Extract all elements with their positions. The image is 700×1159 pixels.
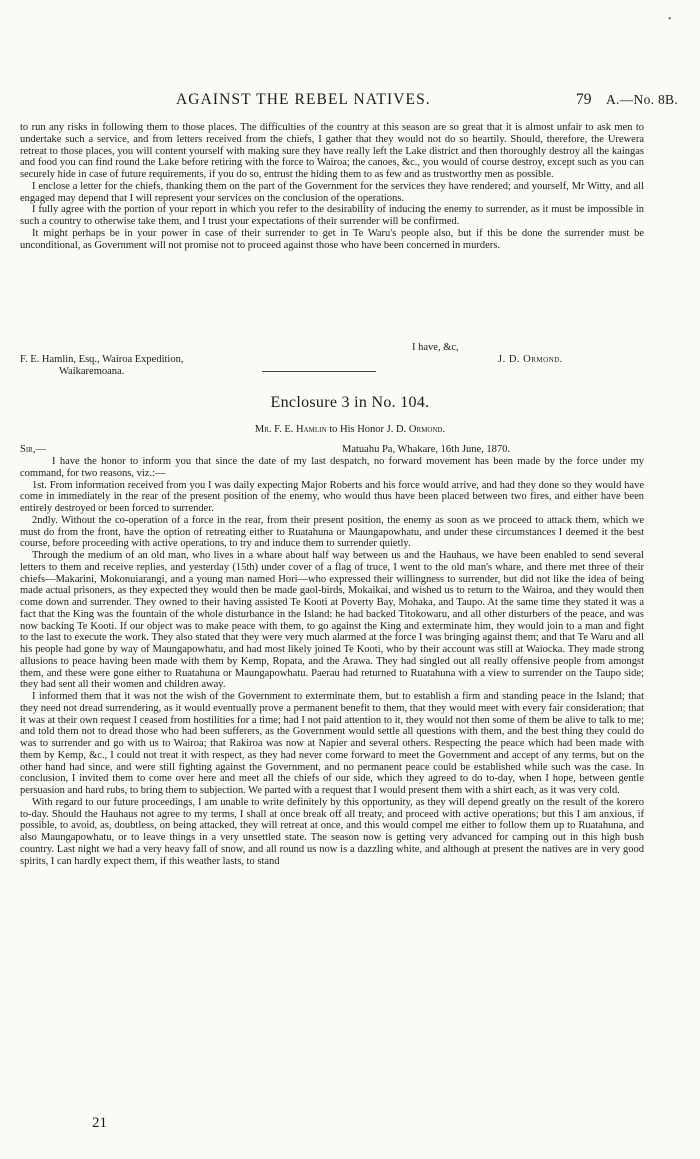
- section-divider: [262, 371, 376, 372]
- corner-mark: •: [668, 14, 672, 25]
- salutation: Sir,—: [20, 444, 46, 455]
- letter1-paragraph: I enclose a letter for the chiefs, thanking them on the part of the Government for the services they have rendered; and yourself, Mr Witty, and all engaged may depend that I will represent your services on the conclusion of the operations.: [20, 180, 644, 204]
- enclosure-body: [20, 456, 644, 867]
- enclosure-from-to: [0, 424, 700, 435]
- place-date: Matuahu Pa, Whakare, 16th June, 1870.: [342, 444, 511, 455]
- letter1-addressee: F. E. Hamlin, Esq., Wairoa Expedition,: [20, 354, 184, 365]
- letter1-paragraph: It might perhaps be in your power in case of their surrender to get in Te Waru's people also, but if this be done the surrender must be unconditional, as Government will not promise not to proceed against those who have been concerned in murders.: [20, 227, 644, 251]
- enclosure-from: Mr. F. E. Hamlin: [254, 424, 327, 435]
- letter1-paragraph: to run any risks in following them to those places. The difficulties of the country at this season are so great that it is almost unfair to ask men to undertake such a service, and from letters received from the chiefs, I gather that they would not do so heartily. Should, therefore, the Urewera retreat to those places, you will content yourself with making sure they have really left the Lake district and then thoroughly destroy all the kaingas and food you can find round the Lake before retiring with the force to Wairoa; the canoes, &c., you would of course destroy, except such as you can securely hide in case of future requirements, if you do so, entrust the hiding them to as few and as trustworthy men as possible.: [20, 122, 644, 180]
- enclosure-paragraph: 2ndly. Without the co-operation of a force in the rear, from their present position, the enemy as soon as we proceed to attack them, which we must do from the front, have the option of retreating either to Ruatahuna or Maungapowhatu, and under these circumstances I deemed it the best course, before proceeding with active operations, to try and induce them to surrender quietly.: [20, 514, 644, 550]
- signature-number: 21: [92, 1115, 107, 1131]
- enclosure-paragraph: 1st. From information received from you I was daily expecting Major Roberts and his force would arrive, and had they done so they would have come in immediately in the rear of the present position of the enemy, who would thus have been placed between two fires, and either have been entirely destroyed or been forced to surrender.: [20, 479, 644, 514]
- enclosure-joiner: to His Honor: [326, 424, 387, 435]
- letter1-paragraph: I fully agree with the portion of your report in which you refer to the desirability of inducing the enemy to surrender, as it must be impossible in such a country to otherwise take them, and I trust your expectations of their surrender will be confirmed.: [20, 204, 644, 227]
- enclosure-paragraph: I have the honor to inform you that since the date of my last despatch, no forward movement has been made by the force under my command, for two reasons, viz.:—: [20, 456, 644, 479]
- enclosure-to: J. D. Ormond.: [386, 424, 446, 435]
- running-head: [0, 91, 700, 111]
- document-reference: A.—No. 8B.: [606, 92, 679, 107]
- page-title: AGAINST THE REBEL NATIVES.: [176, 91, 431, 108]
- enclosure-paragraph: With regard to our future proceedings, I am unable to write definitely by this opportunity, as they will depend greatly on the result of the korero to-day. Should the Hauhaus not agree to my terms, I shall at once break off all treaty, and proceed with active operations; but this I am anxious, if possible, to avoid, as, doubtless, on being attacked, they will retreat at once, and this would compel me either to follow them up to Ruatahuna, and also Maungapowhatu, or to leave things in a very unsettled state. The season now is getting very advanced for camping out in this high bush country. Last night we had a very heavy fall of snow, and all round us now is a dazzling white, and although at present the natives are in very good spirits, I can hardly expect them, if this weather lasts, to stand: [20, 796, 644, 867]
- letter1-signature: J. D. Ormond.: [498, 354, 563, 365]
- page-number: 79: [576, 91, 592, 108]
- letter1-closing: I have, &c,: [412, 342, 459, 353]
- letter1-addressee-place: Waikaremoana.: [59, 366, 125, 377]
- enclosure-paragraph: I informed them that it was not the wish of the Government to exterminate them, but to establish a firm and standing peace in the Island; that they need not dread surrendering, as it would eventually prove a permanent benefit to them, that they would meet with every fair consideration; that it was at their own request I ceased from hostilities for a time; had I not paid attention to it, they would not then some of them be alive to talk to me; and told them not to dread those who had been sufferers, as the Government would settle all questions with them, and the best thing they could do was to surrender and go with us to Wairoa; that Rakiroa was now at Napier and several others. Respecting the peace which had been made with them by Kemp, &c., I could not treat it with respect, as they had never come forward to meet the Government and accept of any terms, but on the other hand had since, and were still fighting against the Government, and no permanent peace could be established while such was the case. In conclusion, I invited them to come over here and meet all the chiefs of our side, which they agreed to do to-day, when I hope, between gentle persuasion and hard rubs, to bring them to subjection. We parted with a request that I would present them with a shirt each, as it was very cold.: [20, 691, 644, 796]
- letter1-body: [20, 122, 644, 251]
- enclosure-paragraph: Through the medium of an old man, who lives in a whare about half way between us and the Hauhaus, we have been enabled to send several letters to them and receive replies, and yesterday (15th) under cover of a flag of truce, I went to the old man's whare, and there met three of their chiefs—Makarini, Mokonuiarangi, and a young man named Hori—who expressed their willingness to surrender, but did not like the idea of being made actual prisoners, as they expected they would then be made gaol-birds, Mokaikai, and wished us to return to the Wairoa, and they would then come down and surrender. They owned to their having assisted Te Kooti at Poverty Bay, Mohaka, and Taupo. At the same time they stated it was a fact that the King was the fountain of the whole disturbance in the Island: he had backed Titokowaru, and all other disturbers of the peace, and was now backing Te Kooti. If our object was to make peace with them, to go against the King and exterminate him, they would join to a man and fight to the last to execute the work. They also stated that they were very much alarmed at the force I was bringing against them; and that Te Waru and all his people had gone by way of Maungapowhatu, and had most likely joined Te Kooti, who by their account was still at Waiocka. They made strong allusions to peace having been made with them by Kemp, Ropata, and the Arawa. They had singled out all really offensive people from amongst them, and these were gone either to Ruatahuna or Maungapowhatu. Paerau had returned to Ruatahuna with a view to surrender on the Taupo side; they had sent all their women and children away.: [20, 550, 644, 691]
- enclosure-title: Enclosure 3 in No. 104.: [270, 394, 430, 411]
